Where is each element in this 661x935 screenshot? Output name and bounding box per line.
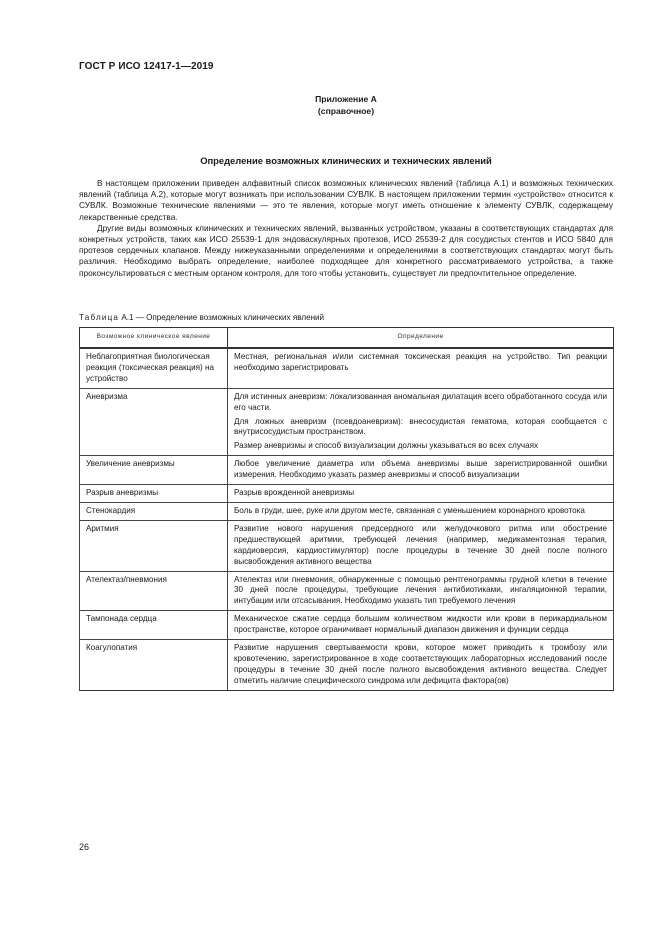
document-code: ГОСТ Р ИСО 12417-1—2019 xyxy=(79,61,214,72)
column-header-definition: Определение xyxy=(228,328,614,349)
intro-paragraph-1: В настоящем приложении приведен алфавитный список возможных клинических явлений (таблица А.1) и возможных технических явлений (таблица А.2), которые могут возникать при использовании СУВЛК. В настоящем приложении термин «устройство» относится к СУВЛК. Возможные технические явлениями — это те явления, которые могут иметь отношение к элементу СУВЛК, содержащему лекарственные средства. xyxy=(79,178,613,222)
event-cell: Аневризма xyxy=(80,388,228,456)
definition-paragraph: Развитие нарушения свертываемости крови, которое может приводить к тромбозу или кровотечению, зарегистрированное в ходе соответствующих лабораторных исследований после процедуры в течение 30 дней после полного высвобождения активного вещества. Следует отметить наличие специфического синдрома или дефицита фактора(ов) xyxy=(234,643,607,685)
definition-paragraph: Для ложных аневризм (псевдоаневризм): внесосудистая гематома, которая сообщается с внутрисосудистым пространством. xyxy=(234,416,607,437)
table-row xyxy=(80,502,614,520)
definition-paragraph: Механическое сжатие сердца большим количеством жидкости или крови в перикардиальном пространстве, которое ограничивает нормальный диапазон движения и функции сердца xyxy=(234,614,607,635)
table-row xyxy=(80,456,614,485)
definition-cell xyxy=(228,571,614,611)
definition-paragraph: Развитие нового нарушения предсердного или желудочкового ритма или обострение предшествующей аритмии, требующей лечения (например, медикаментозная терапия, кардиоверсия, кардиостимулятор) после процедуры в течение 30 дней после полного высвобождения активного вещества xyxy=(234,523,607,566)
table-row xyxy=(80,611,614,640)
definition-paragraph: Ателектаз или пневмония, обнаруженные с помощью рентгенограммы грудной клетки в течение 30 дней после процедуры, требующие лечения антибиотиками, ингаляционной терапии, интубации или отсасывания. Необходимо указать тип требуемого лечения xyxy=(234,574,607,606)
annex-subtitle: (справочное) xyxy=(317,106,375,116)
intro-text xyxy=(79,178,613,279)
table-row xyxy=(80,348,614,388)
table-row xyxy=(80,640,614,691)
event-cell: Увеличение аневризмы xyxy=(80,456,228,485)
definition-cell xyxy=(228,611,614,640)
definition-paragraph: Разрыв врожденной аневризмы xyxy=(234,488,355,498)
intro-paragraph-2: Другие виды возможных клинических и технических явлений, вызванных устройством, указаны в соответствующих стандартах для конкретных устройств, таких как ИСО 25539-1 для эндоваскулярных протезов, ИСО 25539-2 для сосудистых стентов и ИСО 5840 для протезов сердечных клапанов. Между нижеуказанными определениями и определениями в соответствующих стандартах могут быть различия. Необходимо выбрать определение, наиболее подходящее для конкретного рассматриваемого устройства, а также проконсультироваться с местным органом контроля, для того чтобы установить, существует ли предпочтительное определение. xyxy=(79,222,613,278)
table-row xyxy=(80,571,614,611)
table-row xyxy=(80,485,614,503)
definition-cell xyxy=(228,456,614,485)
definition-paragraph: Для истинных аневризм: локализованная аномальная дилатация всего обработанного сосуда или его части. xyxy=(234,391,607,412)
event-cell: Неблагоприятная биологическая реакция (токсическая реакция) на устройство xyxy=(80,348,228,388)
event-cell: Разрыв аневризмы xyxy=(80,485,228,503)
event-cell: Стенокардия xyxy=(80,502,228,520)
column-header-event: Возможное клиническое явление xyxy=(80,328,228,349)
definition-paragraph: Любое увеличение диаметра или объема аневризмы выше зарегистрированной ошибки измерения. Необходимо указать размер аневризмы и способ визуализации xyxy=(234,459,607,480)
definition-paragraph: Размер аневризмы и способ визуализации должны указываться во всех случаях xyxy=(234,441,539,451)
table-row xyxy=(80,388,614,456)
table-caption xyxy=(79,313,324,322)
definition-cell xyxy=(228,348,614,388)
definition-cell xyxy=(228,388,614,456)
event-cell: Тампонада сердца xyxy=(80,611,228,640)
definition-cell xyxy=(228,520,614,571)
event-cell: Аритмия xyxy=(80,520,228,571)
clinical-events-table xyxy=(79,327,614,691)
definition-cell xyxy=(228,485,614,503)
definition-paragraph: Местная, региональная и/или системная токсическая реакция на устройство. Тип реакции необходимо зарегистрировать xyxy=(234,352,607,372)
event-cell: Ателектаз/пневмония xyxy=(80,571,228,611)
table-body xyxy=(80,348,614,690)
annex-title: Приложение А xyxy=(315,94,377,104)
definition-cell xyxy=(228,502,614,520)
annex-heading xyxy=(79,93,613,117)
table-row xyxy=(80,520,614,571)
table-header-row xyxy=(80,328,614,349)
event-cell: Коагулопатия xyxy=(80,640,228,691)
definition-cell xyxy=(228,640,614,691)
section-title: Определение возможных клинических и технических явлений xyxy=(200,155,492,166)
table-caption-text: А.1 — Определение возможных клинических явлений xyxy=(121,313,325,322)
definition-paragraph: Боль в груди, шее, руке или другом месте, связанная с уменьшением коронарного кровотока xyxy=(234,505,585,515)
page-number: 26 xyxy=(79,842,90,852)
table-caption-label: Таблица xyxy=(79,313,120,322)
